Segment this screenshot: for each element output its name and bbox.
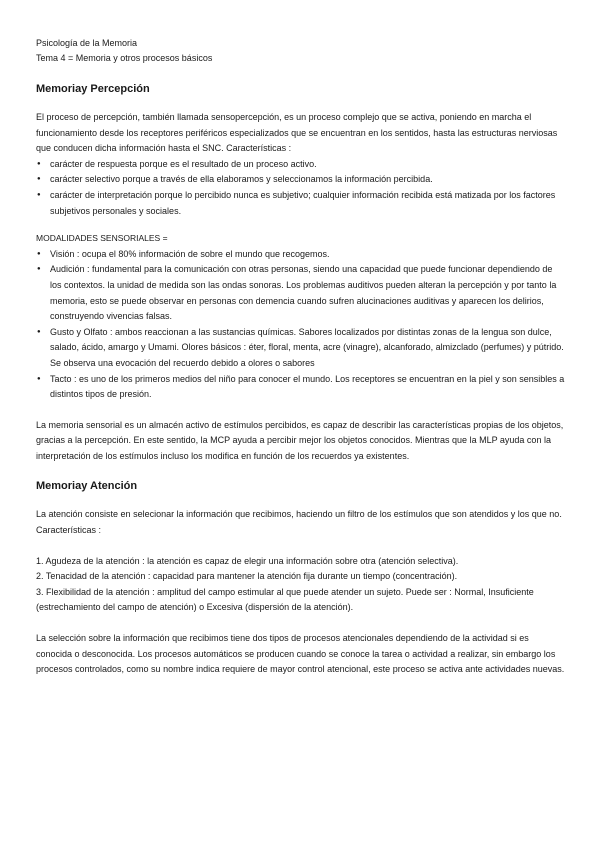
document-topic: Tema 4 = Memoria y otros procesos básicos (36, 53, 213, 63)
list-item: 1. Agudeza de la atención : la atención es capaz de elegir una información sobre otra (atención selectiva). (36, 555, 459, 566)
modalidades-title: MODALIDADES SENSORIALES = (36, 233, 168, 244)
list-item: 3. Flexibilidad de la atención : amplitud del campo estimular al que puede atender un sujeto. Puede ser : Normal, Insuficiente (estrechamiento del campo de atención) o Excesiva (dispersión de la atención). (36, 586, 534, 613)
section-heading-percepcion: Memoriay Percepción (36, 83, 150, 95)
atencion-closing: La selección sobre la información que recibimos tiene dos tipos de procesos atencionales dependiendo de la actividad si es conocida o desconocida. Los procesos automáticos se producen cuando se conoce la tarea o actividad a realizar, sin embargo los procesos controlados, como su nombre indica requiere de mayor control atencional, este proceso se activa ante actividades nuevas. (36, 633, 565, 675)
list-item: ● Visión : ocupa el 80% información de sobre el mundo que recogemos. (36, 247, 566, 263)
list-item: ● carácter de interpretación porque lo percibido nunca es subjetivo; cualquier información recibida está matizada por los factores subjetivos personales y sociales. (36, 188, 566, 219)
atencion-characteristics-list (36, 554, 566, 616)
list-item: ● Tacto : es uno de los primeros medios del niño para conocer el mundo. Los receptores se encuentran en la piel y son sensibles a distintos tipos de presión. (36, 372, 566, 403)
section-heading-atencion: Memoriay Atención (36, 480, 138, 493)
list-item: ● carácter de respuesta porque es el resultado de un proceso activo. (36, 157, 566, 173)
document-subject: Psicología de la Memoria (36, 38, 138, 48)
percepcion-characteristics-list (36, 157, 566, 219)
modalidades-list (36, 247, 566, 403)
list-item: ● Audición : fundamental para la comunicación con otras personas, siendo una capacidad que puede funcionar dependiendo de los contextos. la unidad de medida son las ondas sonoras. Los problemas auditivos pueden alteran la percepción y por tanto la memoria, esto se puede observar en personas con demencia cuando sufren alucinaciones auditivas y aparecen los delirios, construyendo vivencias falsas. (36, 262, 566, 324)
list-item: ● Gusto y Olfato : ambos reaccionan a las sustancias químicas. Sabores localizados por distintas zonas de la lengua son dulce, salado, ácido, amargo y Umami. Olores básicos : éter, floral, menta, acre (vinagre), alcanforado, almizclado (perfumes) y pútrido. Se observa una evocación del recuerdo debido a olores o sabores (36, 325, 566, 372)
atencion-intro: La atención consiste en selecionar la información que recibimos, haciendo un filtro de los estímulos que son atendidos y los que no. Características : (36, 509, 562, 536)
percepcion-closing: La memoria sensorial es un almacén activo de estímulos percibidos, es capaz de describir las características propias de los objetos, gracias a la percepción. En este sentido, la MCP ayuda a percibir mejor los objetos conocidos. Mientras que la MLP ayuda con la interpretación de los estímulos incluso los modifica en función de los recuerdos ya existentes. (36, 419, 564, 461)
percepcion-intro: El proceso de percepción, también llamada sensopercepción, es un proceso complejo que se activa, poniendo en marcha el funcionamiento desde los receptores periféricos especializados que se encuentran en los sentidos, hasta las estructuras nerviosas que conducen dicha información hasta el SNC. Características : (36, 112, 558, 154)
list-item: 2. Tenacidad de la atención : capacidad para mantener la atención fija durante un tiempo (concentración). (36, 571, 458, 582)
list-item: ● carácter selectivo porque a través de ella elaboramos y seleccionamos la información percibida. (36, 172, 566, 188)
